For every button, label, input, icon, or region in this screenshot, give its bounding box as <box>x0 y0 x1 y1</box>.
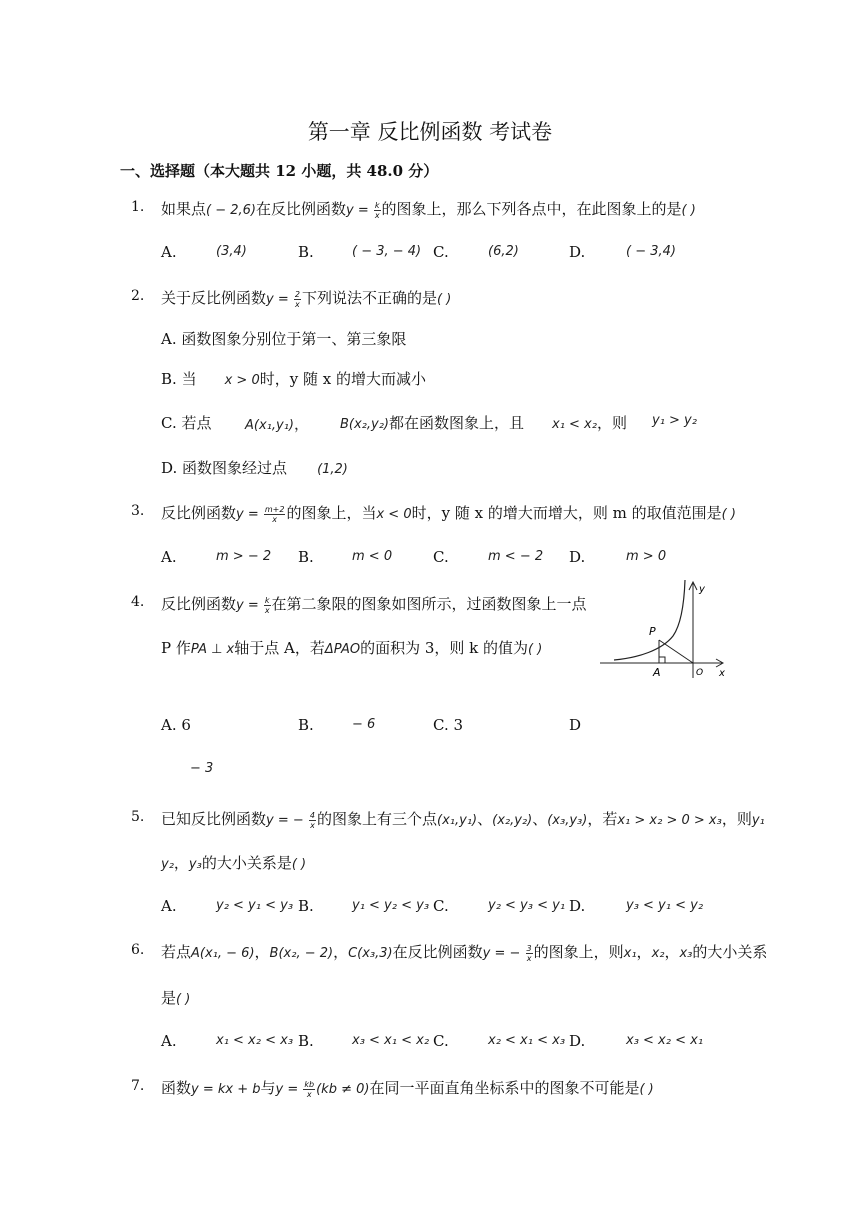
q5-option-b-value: y₁ < y₂ < y₃ <box>352 898 430 913</box>
q2-option-c: C. 若点 <box>161 414 212 432</box>
q7-stem: 函数y = kx + b与y = $\frac{kb}{x}$ (kb ≠ 0)在同一平面直角坐标系中的图象不可能是( ) <box>161 1079 654 1099</box>
q1-option-a: A. <box>161 243 177 261</box>
q5-fraction: $\frac{4}{x}$ <box>309 810 315 830</box>
q2-option-a: A. 函数图象分别位于第一、第三象限 <box>161 330 407 348</box>
q4-stem-line2: P 作PA ⊥ x轴于点 A，若ΔPAO的面积为 3，则 k 的值为( ) <box>161 639 543 657</box>
q1-fraction: $\frac{k}{x}$ <box>374 200 380 220</box>
q5-option-c-value: y₂ < y₃ < y₁ <box>488 898 566 913</box>
fig-label-x: x <box>719 668 725 679</box>
q5-option-a-value: y₂ < y₁ < y₃ <box>216 898 294 913</box>
q5-stem-line2: y₂，y₃的大小关系是( ) <box>161 854 307 872</box>
q1-option-c: C. <box>433 243 449 261</box>
q6-stem-line2: 是( ) <box>161 989 191 1007</box>
q6-option-a-value: x₁ < x₂ < x₃ <box>216 1033 294 1048</box>
q6-option-c: C. <box>433 1032 449 1050</box>
fig-label-y: y <box>699 584 705 595</box>
q4-option-a: A. 6 <box>161 716 191 734</box>
q2-option-c-text: B(x₂,y₂)都在函数图象上，且 <box>340 414 525 432</box>
q3-option-b-value: m < 0 <box>352 549 393 564</box>
q3-option-a-value: m > − 2 <box>216 549 272 564</box>
q2-number: 2. <box>131 288 145 304</box>
q6-option-d-value: x₃ < x₂ < x₁ <box>626 1033 704 1048</box>
q1-option-c-value: (6,2) <box>488 244 519 259</box>
q4-stem-line1: 反比例函数y = $\frac{k}{x}$ 在第二象限的图象如图所示，过函数图象上一点 <box>161 595 587 615</box>
q5-number: 5. <box>131 809 145 825</box>
q5-stem-line1: 已知反比例函数y = − $\frac{4}{x}$ 的图象上有三个点(x₁,y₁)、(x₂,y₂)、(x₃,y₃)，若x₁ > x₂ > 0 > x₃，则y₁ <box>161 810 765 830</box>
q4-option-d-value: − 3 <box>190 761 214 776</box>
q5-option-c: C. <box>433 897 449 915</box>
q7-number: 7. <box>131 1078 145 1094</box>
q5-option-b: B. <box>298 897 314 915</box>
section-heading: 一、选择题（本大题共 12 小题，共 48.0 分） <box>120 162 439 180</box>
q3-option-a: A. <box>161 548 177 566</box>
hyperbola-curve <box>614 580 685 660</box>
q6-number: 6. <box>131 942 145 958</box>
q6-option-d: D. <box>569 1032 586 1050</box>
q7-fraction: $\frac{kb}{x}$ <box>304 1079 315 1099</box>
q2-option-c-result: y₁ > y₂ <box>652 413 697 428</box>
q3-option-c: C. <box>433 548 449 566</box>
right-angle-mark <box>659 657 665 663</box>
q1-option-d-value: ( − 3,4) <box>626 244 676 259</box>
fig-label-a: A <box>653 666 661 679</box>
q6-fraction: $\frac{3}{x}$ <box>526 943 532 963</box>
q1-option-d: D. <box>569 243 586 261</box>
q5-option-d-value: y₃ < y₁ < y₂ <box>626 898 704 913</box>
q6-option-c-value: x₂ < x₁ < x₃ <box>488 1033 566 1048</box>
q6-stem-line1: 若点A(x₁, − 6)，B(x₂, − 2)，C(x₃,3)在反比例函数y = − $\frac{3}{x}$ 的图象上，则x₁，x₂，x₃的大小关系 <box>161 943 768 963</box>
q2-fraction: $\frac{2}{x}$ <box>294 289 300 309</box>
q5-option-a: A. <box>161 897 177 915</box>
q2-option-b: B. 当 x > 0时，y 随 x 的增大而减小 <box>161 370 426 388</box>
fig-label-p: P <box>649 625 656 638</box>
q4-option-b: B. <box>298 716 314 734</box>
q4-option-b-value: − 6 <box>352 717 376 732</box>
q4-fraction: $\frac{k}{x}$ <box>264 595 270 615</box>
q1-stem: 如果点( − 2,6)在反比例函数y = $\frac{k}{x}$ 的图象上，那么下列各点中，在此图象上的是( ) <box>161 200 696 220</box>
q2-option-c-point-a: A(x₁,y₁)， <box>245 415 309 433</box>
q3-number: 3. <box>131 503 145 519</box>
q1-option-a-value: (3,4) <box>216 244 247 259</box>
q2-option-c-cond: x₁ < x₂，则 <box>552 414 627 432</box>
q6-option-b-value: x₃ < x₁ < x₂ <box>352 1033 430 1048</box>
q4-option-c: C. 3 <box>433 716 464 734</box>
q4-figure <box>598 578 730 682</box>
q2-stem: 关于反比例函数y = $\frac{2}{x}$ 下列说法不正确的是( ) <box>161 289 452 309</box>
page-title: 第一章 反比例函数 考试卷 <box>307 120 553 144</box>
q6-option-a: A. <box>161 1032 177 1050</box>
q3-stem: 反比例函数y = $\frac{m+2}{x}$ 的图象上，当x < 0时，y 随 x 的增大而增大，则 m 的取值范围是( ) <box>161 504 736 524</box>
q3-option-d-value: m > 0 <box>626 549 667 564</box>
q2-option-d: D. 函数图象经过点 (1,2) <box>161 459 348 477</box>
q1-number: 1. <box>131 199 145 215</box>
q1-option-b: B. <box>298 243 314 261</box>
q4-option-d: D <box>569 716 582 734</box>
segment-po <box>659 640 693 663</box>
fig-label-o: O <box>696 668 704 678</box>
q3-option-d: D. <box>569 548 586 566</box>
q5-option-d: D. <box>569 897 586 915</box>
q6-option-b: B. <box>298 1032 314 1050</box>
q3-option-b: B. <box>298 548 314 566</box>
q3-fraction: $\frac{m+2}{x}$ <box>264 504 285 524</box>
q1-option-b-value: ( − 3, − 4) <box>352 244 422 259</box>
q3-option-c-value: m < − 2 <box>488 549 544 564</box>
q4-number: 4. <box>131 594 145 610</box>
